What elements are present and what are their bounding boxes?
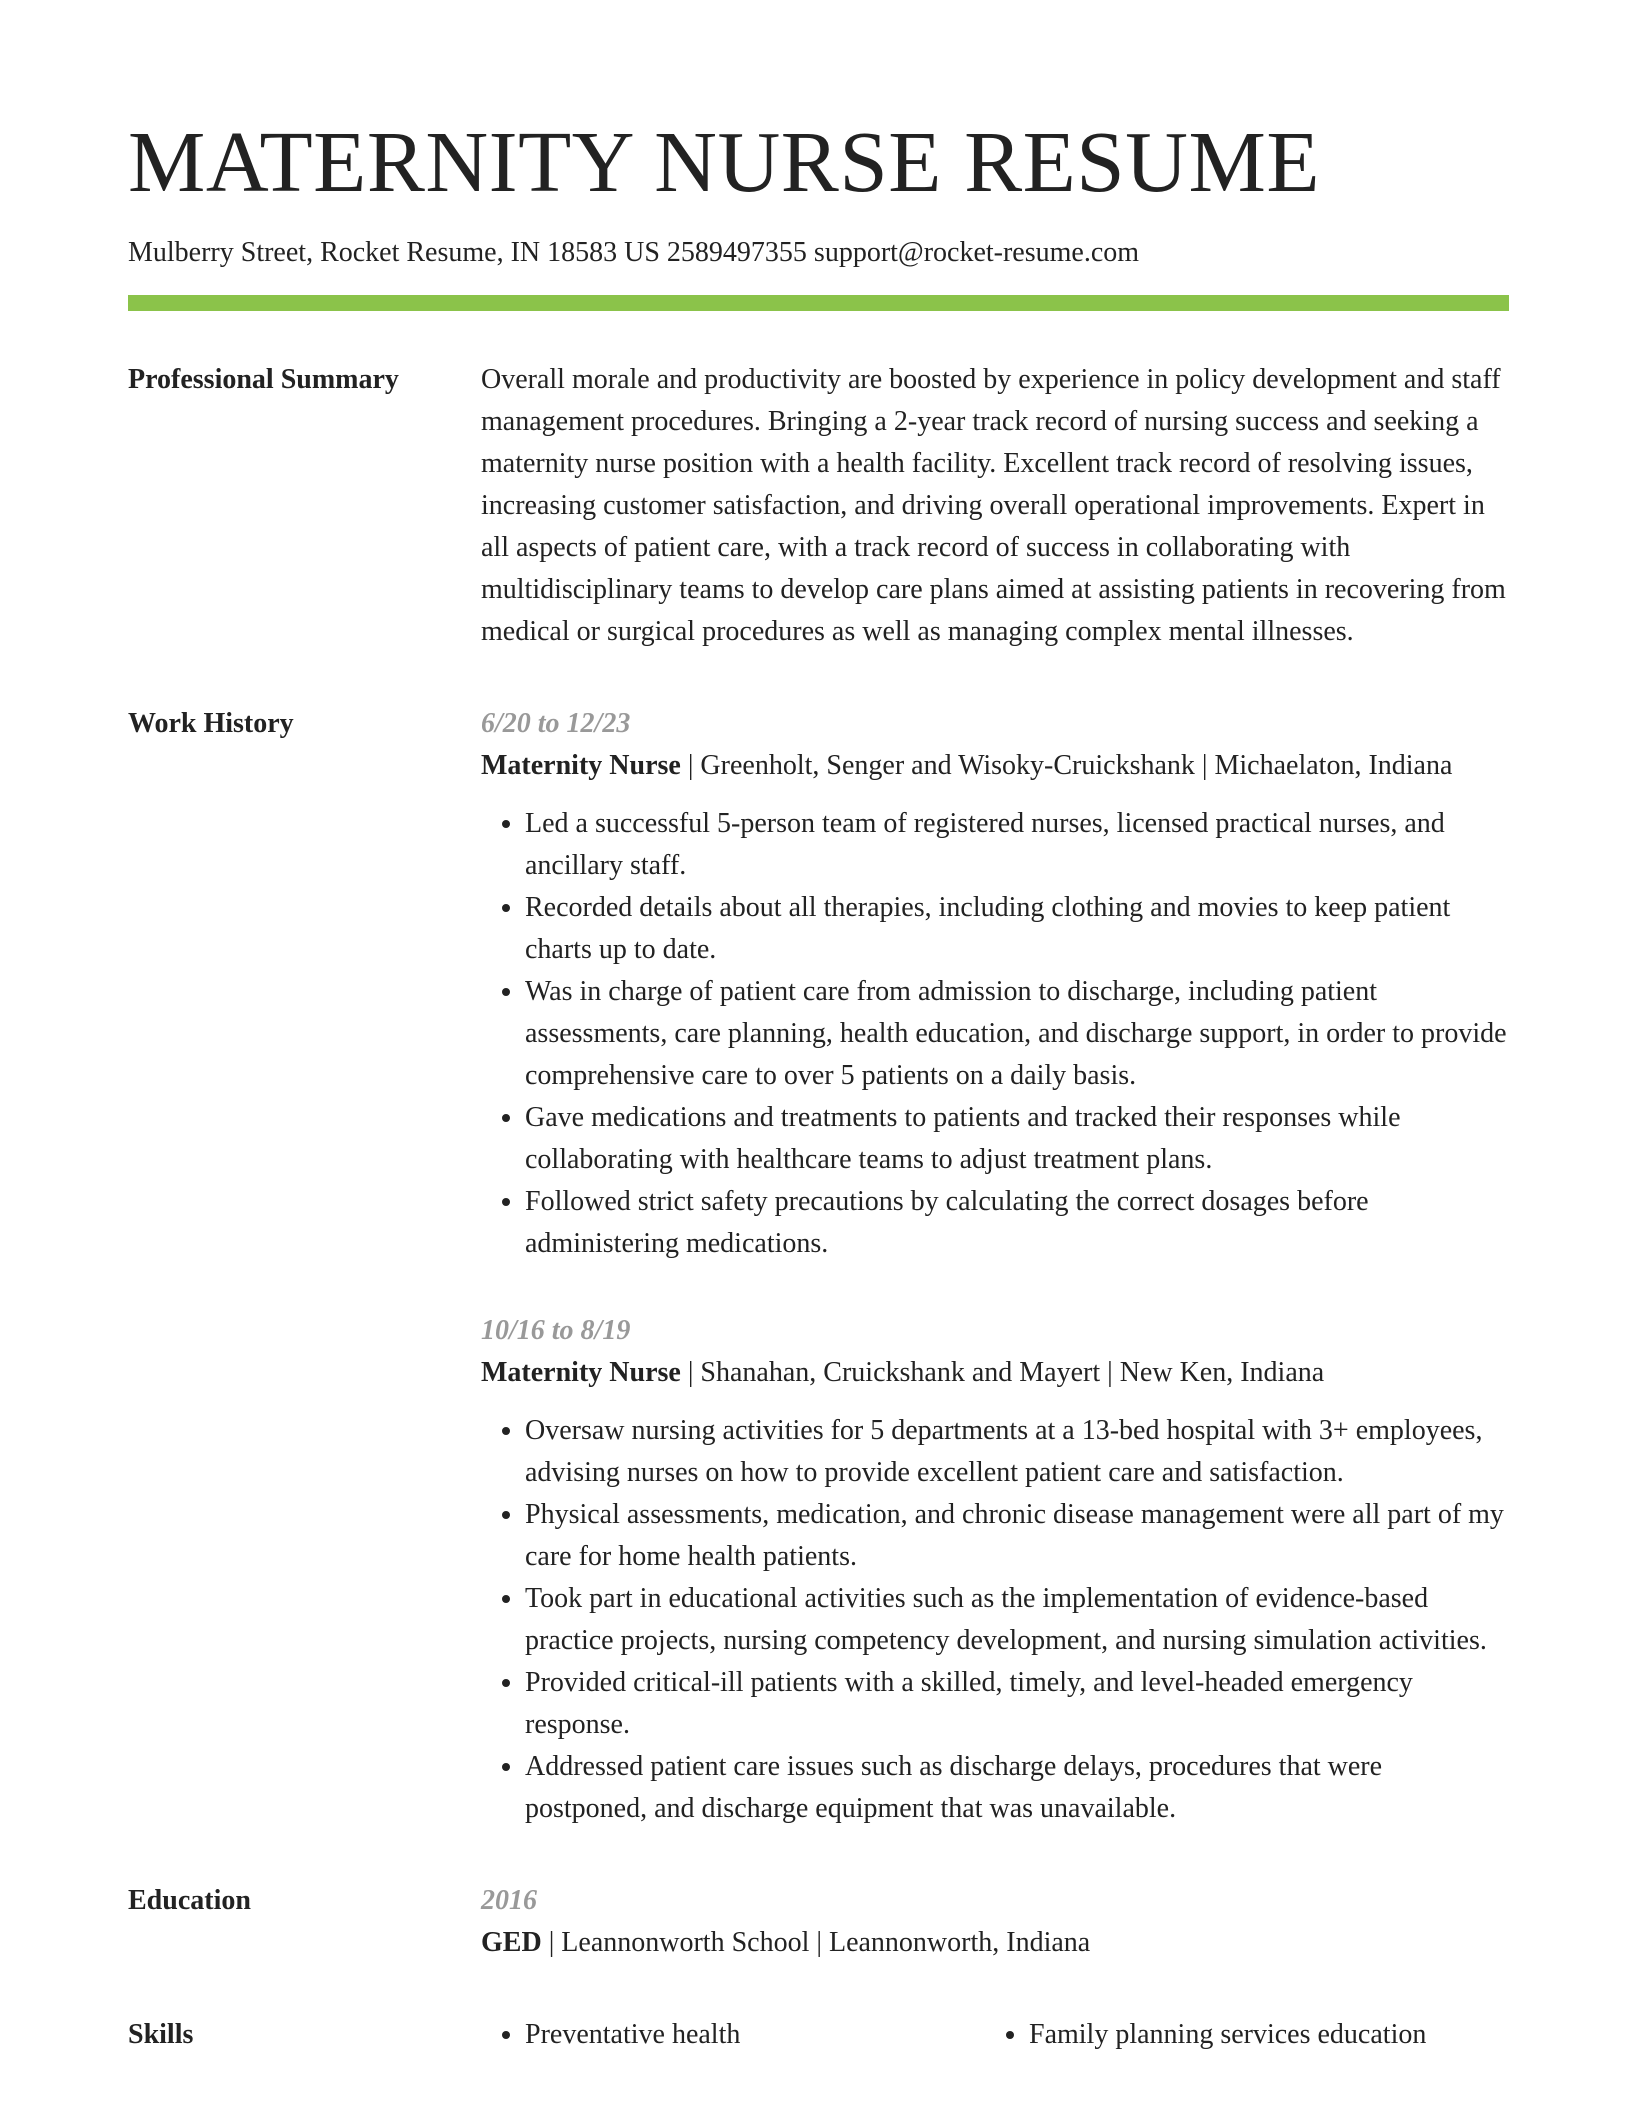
education-degree: GED	[481, 1927, 542, 1958]
job-entry	[481, 703, 1509, 1265]
list-item: • Led a successful 5-person team of registered nurses, licensed practical nurses, and ancillary staff.	[525, 803, 1509, 887]
section-content	[481, 703, 1509, 1830]
job-title: Maternity Nurse	[481, 1357, 681, 1388]
section-label: Skills	[128, 2019, 194, 2050]
list-item: • Oversaw nursing activities for 5 departments at a 13-bed hospital with 3+ employees, advising nurses on how to provide excellent patient care and satisfaction.	[525, 1410, 1509, 1494]
section-label: Education	[128, 1885, 251, 1916]
section-label: Professional Summary	[128, 364, 399, 395]
accent-divider	[128, 295, 1509, 311]
section-content	[481, 1880, 1509, 1964]
section-label: Work History	[128, 708, 294, 739]
skills-list-right	[985, 2014, 1489, 2056]
job-title: Maternity Nurse	[481, 750, 681, 781]
section-education	[128, 1880, 1509, 1964]
summary-text: Overall morale and productivity are boosted by experience in policy development and staff management procedures. Bringing a 2-year track record of nursing success and seeking a maternity nurse position with a health facility. Excellent track record of resolving issues, increasing customer satisfaction, and driving overall operational improvements. Expert in all aspects of patient care, with a track record of success in collaborating with multidisciplinary teams to develop care plans aimed at assisting patients in recovering from medical or surgical procedures as well as managing complex mental illnesses.	[481, 364, 1506, 647]
education-heading	[481, 1922, 1509, 1964]
list-item: • Preventative health	[525, 2014, 985, 2056]
education-year: 2016	[481, 1885, 537, 1916]
skills-list-left	[481, 2014, 985, 2056]
job-bullets	[481, 1410, 1509, 1830]
contact-line: Mulberry Street, Rocket Resume, IN 18583 US 2589497355 support@rocket-resume.com	[128, 237, 1140, 268]
list-item: • Was in charge of patient care from admission to discharge, including patient assessments, care planning, health education, and discharge support, in order to provide comprehensive care to over 5 patients on a daily basis.	[525, 971, 1509, 1097]
job-heading	[481, 745, 1509, 787]
list-item: • Gave medications and treatments to patients and tracked their responses while collaborating with healthcare teams to adjust treatment plans.	[525, 1097, 1509, 1181]
job-details: | Shanahan, Cruickshank and Mayert | New Ken, Indiana	[680, 1357, 1325, 1388]
job-heading	[481, 1352, 1509, 1394]
section-professional-summary	[128, 359, 1509, 653]
section-skills	[128, 2014, 1509, 2056]
skills-columns	[481, 2014, 1509, 2056]
list-item: • Recorded details about all therapies, including clothing and movies to keep patient charts up to date.	[525, 887, 1509, 971]
list-item: • Followed strict safety precautions by calculating the correct dosages before administering medications.	[525, 1181, 1509, 1265]
resume-page	[128, 113, 1509, 2056]
section-content	[481, 359, 1509, 653]
resume-title: MATERNITY NURSE RESUME	[128, 113, 1320, 210]
job-bullets	[481, 803, 1509, 1265]
list-item: • Provided critical-ill patients with a skilled, timely, and level-headed emergency response.	[525, 1662, 1509, 1746]
job-details: | Greenholt, Senger and Wisoky-Cruickshank | Michaelaton, Indiana	[680, 750, 1453, 781]
list-item: • Family planning services education	[1029, 2014, 1489, 2056]
job-entry	[481, 1310, 1509, 1830]
job-dates: 6/20 to 12/23	[481, 708, 631, 739]
list-item: • Physical assessments, medication, and chronic disease management were all part of my care for home health patients.	[525, 1494, 1509, 1578]
section-work-history	[128, 703, 1509, 1830]
job-dates: 10/16 to 8/19	[481, 1315, 631, 1346]
list-item: • Took part in educational activities such as the implementation of evidence-based practice projects, nursing competency development, and nursing simulation activities.	[525, 1578, 1509, 1662]
list-item: • Addressed patient care issues such as discharge delays, procedures that were postponed, and discharge equipment that was unavailable.	[525, 1746, 1509, 1830]
education-details: | Leannonworth School | Leannonworth, Indiana	[541, 1927, 1091, 1958]
